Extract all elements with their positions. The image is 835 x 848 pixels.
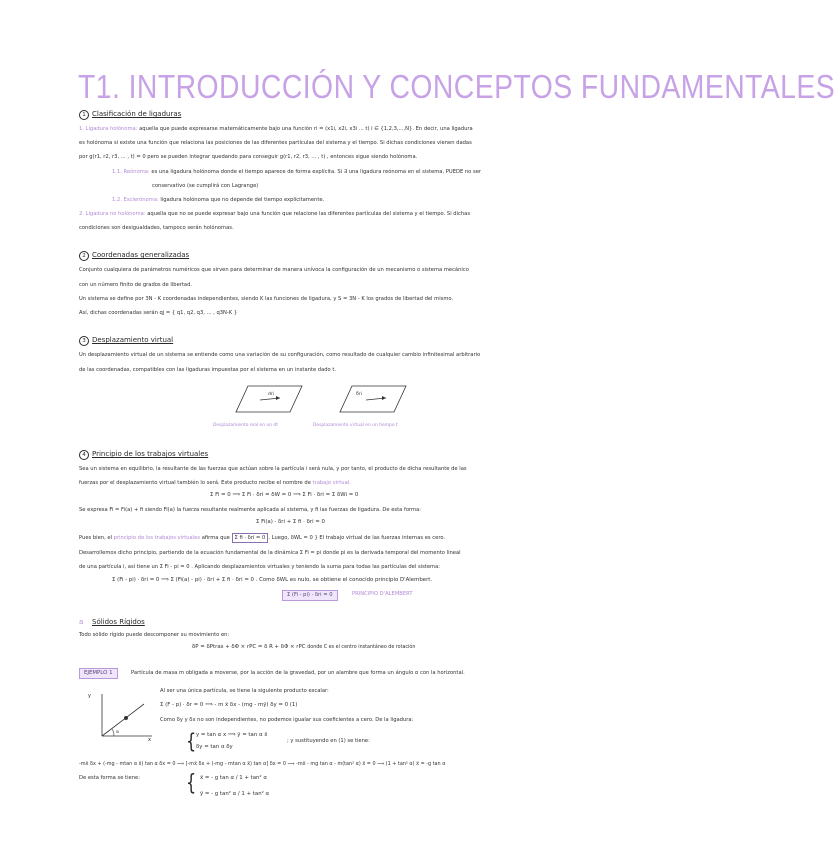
- text-line: con un número finito de grados de libertad.: [79, 282, 193, 288]
- example-tag: EJEMPLO 1: [79, 668, 118, 679]
- axis-label: x: [148, 737, 151, 743]
- solution-x: ẍ = - g tan α / 1 + tan² α: [200, 775, 267, 781]
- section-number: 1: [79, 110, 89, 120]
- section-heading: Desplazamiento virtual: [92, 336, 174, 344]
- virtual-displacement-figure: [340, 384, 410, 414]
- section-number: 4: [79, 450, 89, 460]
- principle-label: PRINCIPIO D'ALEMBERT: [352, 591, 413, 597]
- dalembert-box: Σ (Fi - pi) · δri = 0: [282, 590, 338, 601]
- section-number: 3: [79, 336, 89, 346]
- figure-label: dri: [268, 392, 274, 397]
- text-line: Se expresa Fi = Fi(a) + fi siendo Fi(a) la fuerza resultante realmente aplicada al sistema, y fi las fuerzas de ligadura. De esta forma:: [79, 507, 422, 513]
- equation: Σ Fi(a) · δri + Σ fi · δri = 0: [256, 519, 325, 525]
- text-line: Un desplazamiento virtual de un sistema se entiende como una variación de su configuración, como resultado de cualquier cambio infinitesimal arbitrario: [79, 352, 481, 358]
- real-displacement-figure: [236, 384, 306, 414]
- text-line: por g(r1, r2, r3, ... , t) = 0 pero se pueden integrar quedando para conseguir g(r1, r2, r3, ... , t) , entonces sigue siendo holónoma.: [79, 154, 418, 160]
- section-heading: Sólidos Rígidos: [92, 618, 145, 626]
- solution-y: ÿ = - g tan² α / 1 + tan² α: [200, 791, 270, 797]
- text-line: Todo sólido rígido puede descomponer su movimiento en:: [79, 632, 230, 638]
- text-line: 2. Ligadura no holónoma: aquella que no se puede expresar bajo una función que relacione las diferentes partículas del sistema y el tiempo. Si dichas: [79, 211, 471, 217]
- text-line: Un sistema se define por 3N - K coordenadas independientes, siendo K las funciones de ligadura, y S = 3N - K los grados de libertad del mismo.: [79, 296, 454, 302]
- text-line: Desarrollemos dicho principio, partiendo de la ecuación fundamental de la dinámica Σ Fi = pi donde pi es la derivada temporal del momento lineal: [79, 550, 461, 556]
- equation: δP = δPtras + δΦ × rPC = δ R + δΦ × rPC donde C es el centro instantáneo de rotación: [192, 644, 416, 650]
- text-line: ; y sustituyendo en (1) se tiene:: [287, 738, 370, 744]
- equation: Σ Fi = 0 ⟹ Σ Fi · δri = δW = 0 ⟹ Σ Fi · δri = Σ δWi = 0: [210, 492, 359, 498]
- text-line: Así, dichas coordenadas serán qj = { q1, q2, q3, ... , q3N-K }: [79, 310, 238, 316]
- angle-label: α: [116, 730, 119, 735]
- section-number: a: [79, 618, 84, 626]
- section-heading: Principio de los trabajos virtuales: [92, 450, 209, 458]
- axis-label: y: [88, 693, 91, 699]
- text-line: Al ser una única partícula, se tiene la siguiente producto escalar:: [160, 688, 329, 694]
- text-line: conservativo (se cumplirá con Lagrange): [152, 183, 259, 189]
- figure-caption: Desplazamiento virtual en un tiempo t: [313, 423, 398, 428]
- text-line: de una partícula i, así tiene un Σ Fi - pi = 0 . Aplicando desplazamientos virtuales y teniendo la suma para todas las partículas del sistema:: [79, 564, 441, 570]
- equation: δy = tan α δy: [196, 744, 233, 750]
- figure-label: δri: [356, 392, 362, 397]
- text-line: condiciones son desigualdades, tampoco serán holónomas.: [79, 225, 234, 231]
- text-line: Como δy y δx no son independientes, no podemos igualar sus coeficientes a cero. De la ligadura:: [160, 717, 414, 723]
- text-line: 1.1. Reónoma: es una ligadura holónoma donde el tiempo aparece de forma explícita. Si ∃ una ligadura reónoma en el sistema, PUEDE no ser: [112, 169, 482, 175]
- text-line: Partícula de masa m obligada a moverse, por la acción de la gravedad, por un alambre que forma un ángulo α con la horizontal.: [131, 670, 465, 676]
- figure-caption: Desplazamiento real en un dt: [213, 423, 278, 428]
- text-line: 1.2. Esclerónoma: ligadura holónoma que no depende del tiempo explícitamente.: [112, 197, 325, 203]
- text-line: De esta forma se tiene:: [79, 775, 140, 781]
- section-heading: Clasificación de ligaduras: [92, 110, 182, 118]
- text-line: Sea un sistema en equilibrio, la resultante de las fuerzas que actúan sobre la partícula i será nula, y por tanto, el producto de dicha resultante de las: [79, 466, 467, 472]
- page-title: T1. INTRODUCCIÓN Y CONCEPTOS FUNDAMENTALES: [78, 68, 835, 105]
- incline-diagram: [92, 694, 152, 742]
- text-line: fuerzas por el desplazamiento virtual también lo será. Este producto recibe el nombre de trabajo virtual.: [79, 480, 351, 486]
- text-line: Conjunto cualquiera de parámetros numéricos que sirven para determinar de manera unívoca la configuración de un mecanismo o sistema mecánico: [79, 267, 469, 273]
- text-line: Pues bien, el principio de los trabajos virtuales afirma que Σ fi · δri = 0 . Luego, δWL = 0 } El trabajo virtual de las fuerzas internas es cero.: [79, 535, 446, 541]
- section-number: 2: [79, 251, 89, 261]
- text-line: es holónoma si existe una función que relaciona las posiciones de las diferentes partículas del sistema y el tiempo. Si dichas condiciones vienen dadas: [79, 140, 472, 146]
- equation: y = tan α x ⟹ ÿ = tan α ẍ: [196, 732, 268, 738]
- text-line: 1. Ligadura holónoma: aquella que puede expresarse matemáticamente bajo una función ri = (x1i, x2i, x3i ... t) i ∈ {1,2,3,...,N}. En decir, una ligadura: [79, 126, 473, 132]
- system-brace: {: [186, 728, 197, 754]
- equation: -mẍ δx + (-mg - mtan α ẍ) tan α δx = 0 ⟹ [-mẍ δx + (-mg - mtan α ẍ) tan α] δx = 0 ⟹ -mẍ - mg tan α - m(tan² α) ẍ = 0 ⟹ (1 + tan² α) ẍ = -g tan α: [79, 761, 446, 767]
- equation: Σ (F - p) · δr = 0 ⟹ - m ẍ δx - (mg - mÿ) δy = 0 (1): [160, 702, 298, 708]
- text-line: de las coordenadas, compatibles con las ligaduras impuestas por el sistema en un instante dado t.: [79, 367, 337, 373]
- section-heading: Coordenadas generalizadas: [92, 251, 190, 259]
- solution-brace: {: [186, 769, 197, 796]
- equation: Σ (Fi - pi) · δri = 0 ⟹ Σ (Fi(a) - pi) · δri + Σ fi · δri = 0 . Como δWL es nulo, se obtiene el conocido principio D'Alembert.: [112, 577, 433, 583]
